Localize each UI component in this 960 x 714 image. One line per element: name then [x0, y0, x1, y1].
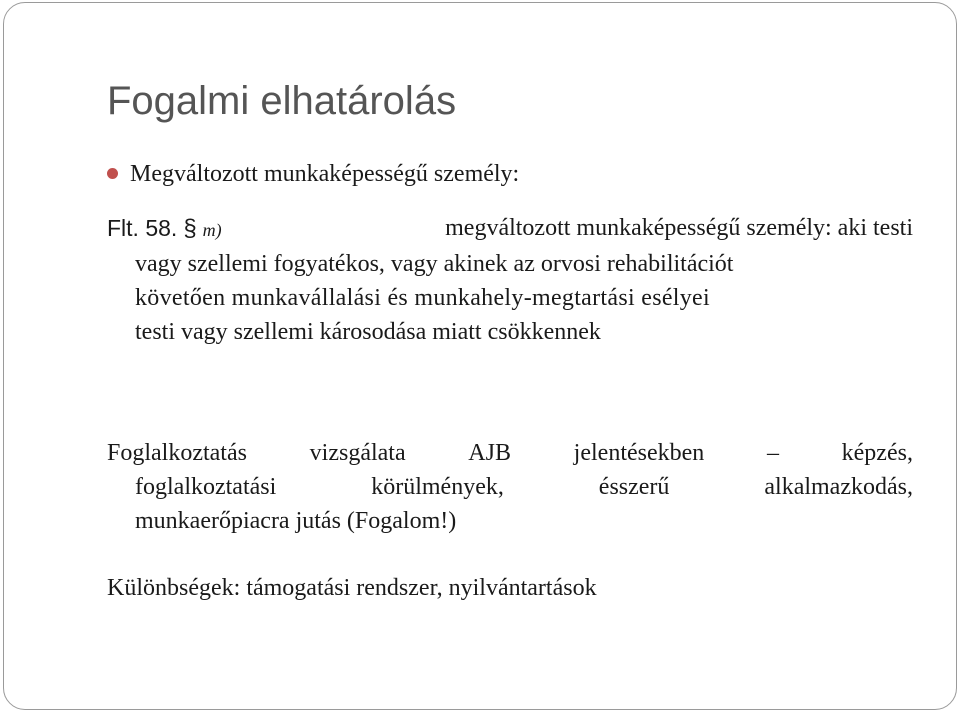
employment-word: ésszerű — [598, 474, 670, 500]
law-line-1 — [107, 211, 913, 247]
slide-title: Fogalmi elhatárolás — [107, 79, 457, 123]
law-definition — [107, 211, 913, 349]
employment-word: jelentésekben — [573, 440, 705, 466]
bullet-item — [107, 161, 519, 188]
employment-word: képzés, — [841, 440, 913, 466]
employment-word: AJB — [468, 440, 511, 466]
employment-word: foglalkoztatási — [135, 474, 277, 500]
employment-word: körülmények, — [371, 474, 504, 500]
law-line-3: követően munkavállalási és munkahely-megtartási esélyei — [135, 285, 710, 311]
differences-line — [107, 571, 913, 605]
bullet-dot-icon — [107, 168, 118, 179]
employment-dash: – — [766, 440, 779, 466]
employment-block — [107, 436, 913, 538]
law-item: m) — [202, 220, 222, 240]
law-reference — [107, 211, 222, 247]
employment-line-3: munkaerőpiacra jutás (Fogalom!) — [135, 508, 457, 534]
law-prefix: Flt. 58. — [107, 215, 178, 241]
bullet-text: Megváltozott munkaképességű személy: — [130, 161, 520, 187]
differences-text: Különbségek: támogatási rendszer, nyilvántartások — [107, 575, 597, 601]
law-line-4: testi vagy szellemi károsodása miatt csökkennek — [135, 319, 601, 345]
law-line-2: vagy szellemi fogyatékos, vagy akinek az orvosi rehabilitációt — [135, 251, 734, 277]
employment-word: vizsgálata — [309, 440, 406, 466]
employment-line-1 — [107, 436, 913, 470]
section-sign: § — [183, 215, 197, 242]
law-line-1-text: megváltozott munkaképességű személy: aki testi — [445, 215, 913, 241]
employment-line-2 — [107, 470, 913, 504]
employment-word: alkalmazkodás, — [764, 474, 913, 500]
employment-word: Foglalkoztatás — [107, 440, 247, 466]
slide — [3, 2, 957, 710]
